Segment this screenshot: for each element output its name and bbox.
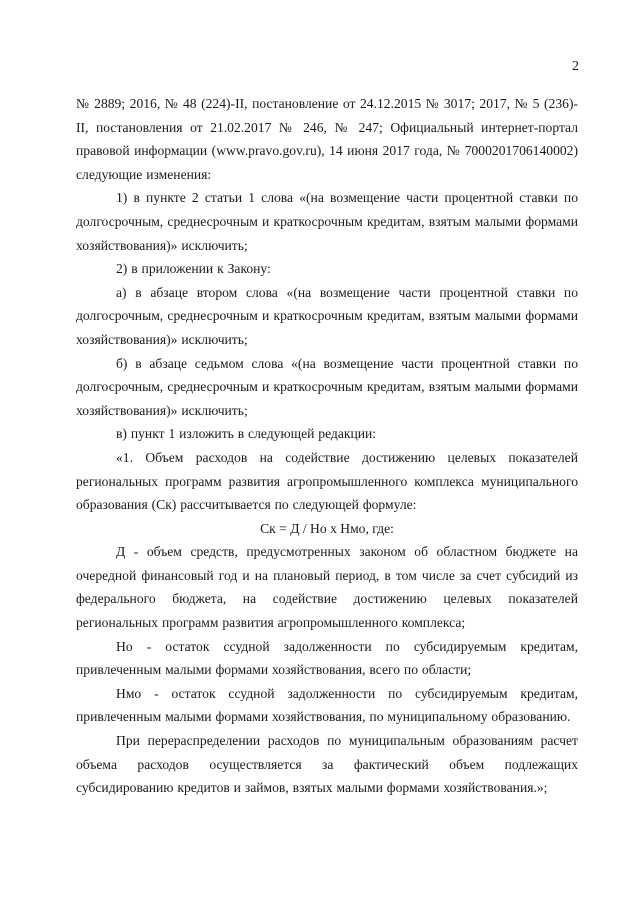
page-number: 2: [572, 59, 579, 74]
definition-no: Но - остаток ссудной задолженности по субсидируемым кредитам, привлеченным малыми формами хозяйствования, всего по области;: [76, 638, 578, 678]
paragraph-continuation: № 2889; 2016, № 48 (224)-II, постановление от 24.12.2015 № 3017; 2017, № 5 (236)-II, постановления от 21.02.2017 № 246, № 247; Официальный интернет-портал правовой информации (www.pravo.gov.ru), 14 июня 2017 года, № 7000201706140002) следующие изменения:: [76, 96, 578, 182]
definition-d: Д - объем средств, предусмотренных законом об областном бюджете на очередной финансовый год и на плановый период, в том числе за счет субсидий из федерального бюджета, на содействие достижению целевых показателей региональных программ развития агропромышленного комплекса;: [76, 544, 578, 631]
definition-nmo: Нмо - остаток ссудной задолженности по субсидируемым кредитам, привлеченным малыми формами хозяйствования, по муниципальному образованию.: [76, 685, 578, 725]
paragraph-item-1: 1) в пункте 2 статьи 1 слова «(на возмещение части процентной ставки по долгосрочным, среднесрочным и краткосрочным кредитам, взятым малыми формами хозяйствования)» исключить;: [76, 190, 578, 253]
document-body: [76, 92, 578, 800]
paragraph-point-1: «1. Объем расходов на содействие достижению целевых показателей региональных программ развития агропромышленного комплекса муниципального образования (Ск) рассчитывается по следующей формуле:: [76, 449, 578, 513]
paragraph-redistribution: При перераспределении расходов по муниципальным образованиям расчет объема расходов осуществляется за фактический объем подлежащих субсидированию кредитов и займов, взятых малыми формами хозяйствования.»;: [76, 733, 578, 796]
formula: Ск = Д / Но х Нмо, где:: [260, 520, 394, 536]
paragraph-item-2: 2) в приложении к Закону:: [116, 261, 271, 277]
paragraph-item-v: в) пункт 1 изложить в следующей редакции:: [116, 426, 377, 442]
paragraph-item-a: а) в абзаце втором слова «(на возмещение части процентной ставки по долгосрочным, среднесрочным и краткосрочным кредитам, взятым малыми формами хозяйствования)» исключить;: [76, 284, 578, 347]
paragraph-item-b: б) в абзаце седьмом слова «(на возмещение части процентной ставки по долгосрочным, среднесрочным и краткосрочным кредитам, взятым малыми формами хозяйствования)» исключить;: [76, 355, 578, 418]
